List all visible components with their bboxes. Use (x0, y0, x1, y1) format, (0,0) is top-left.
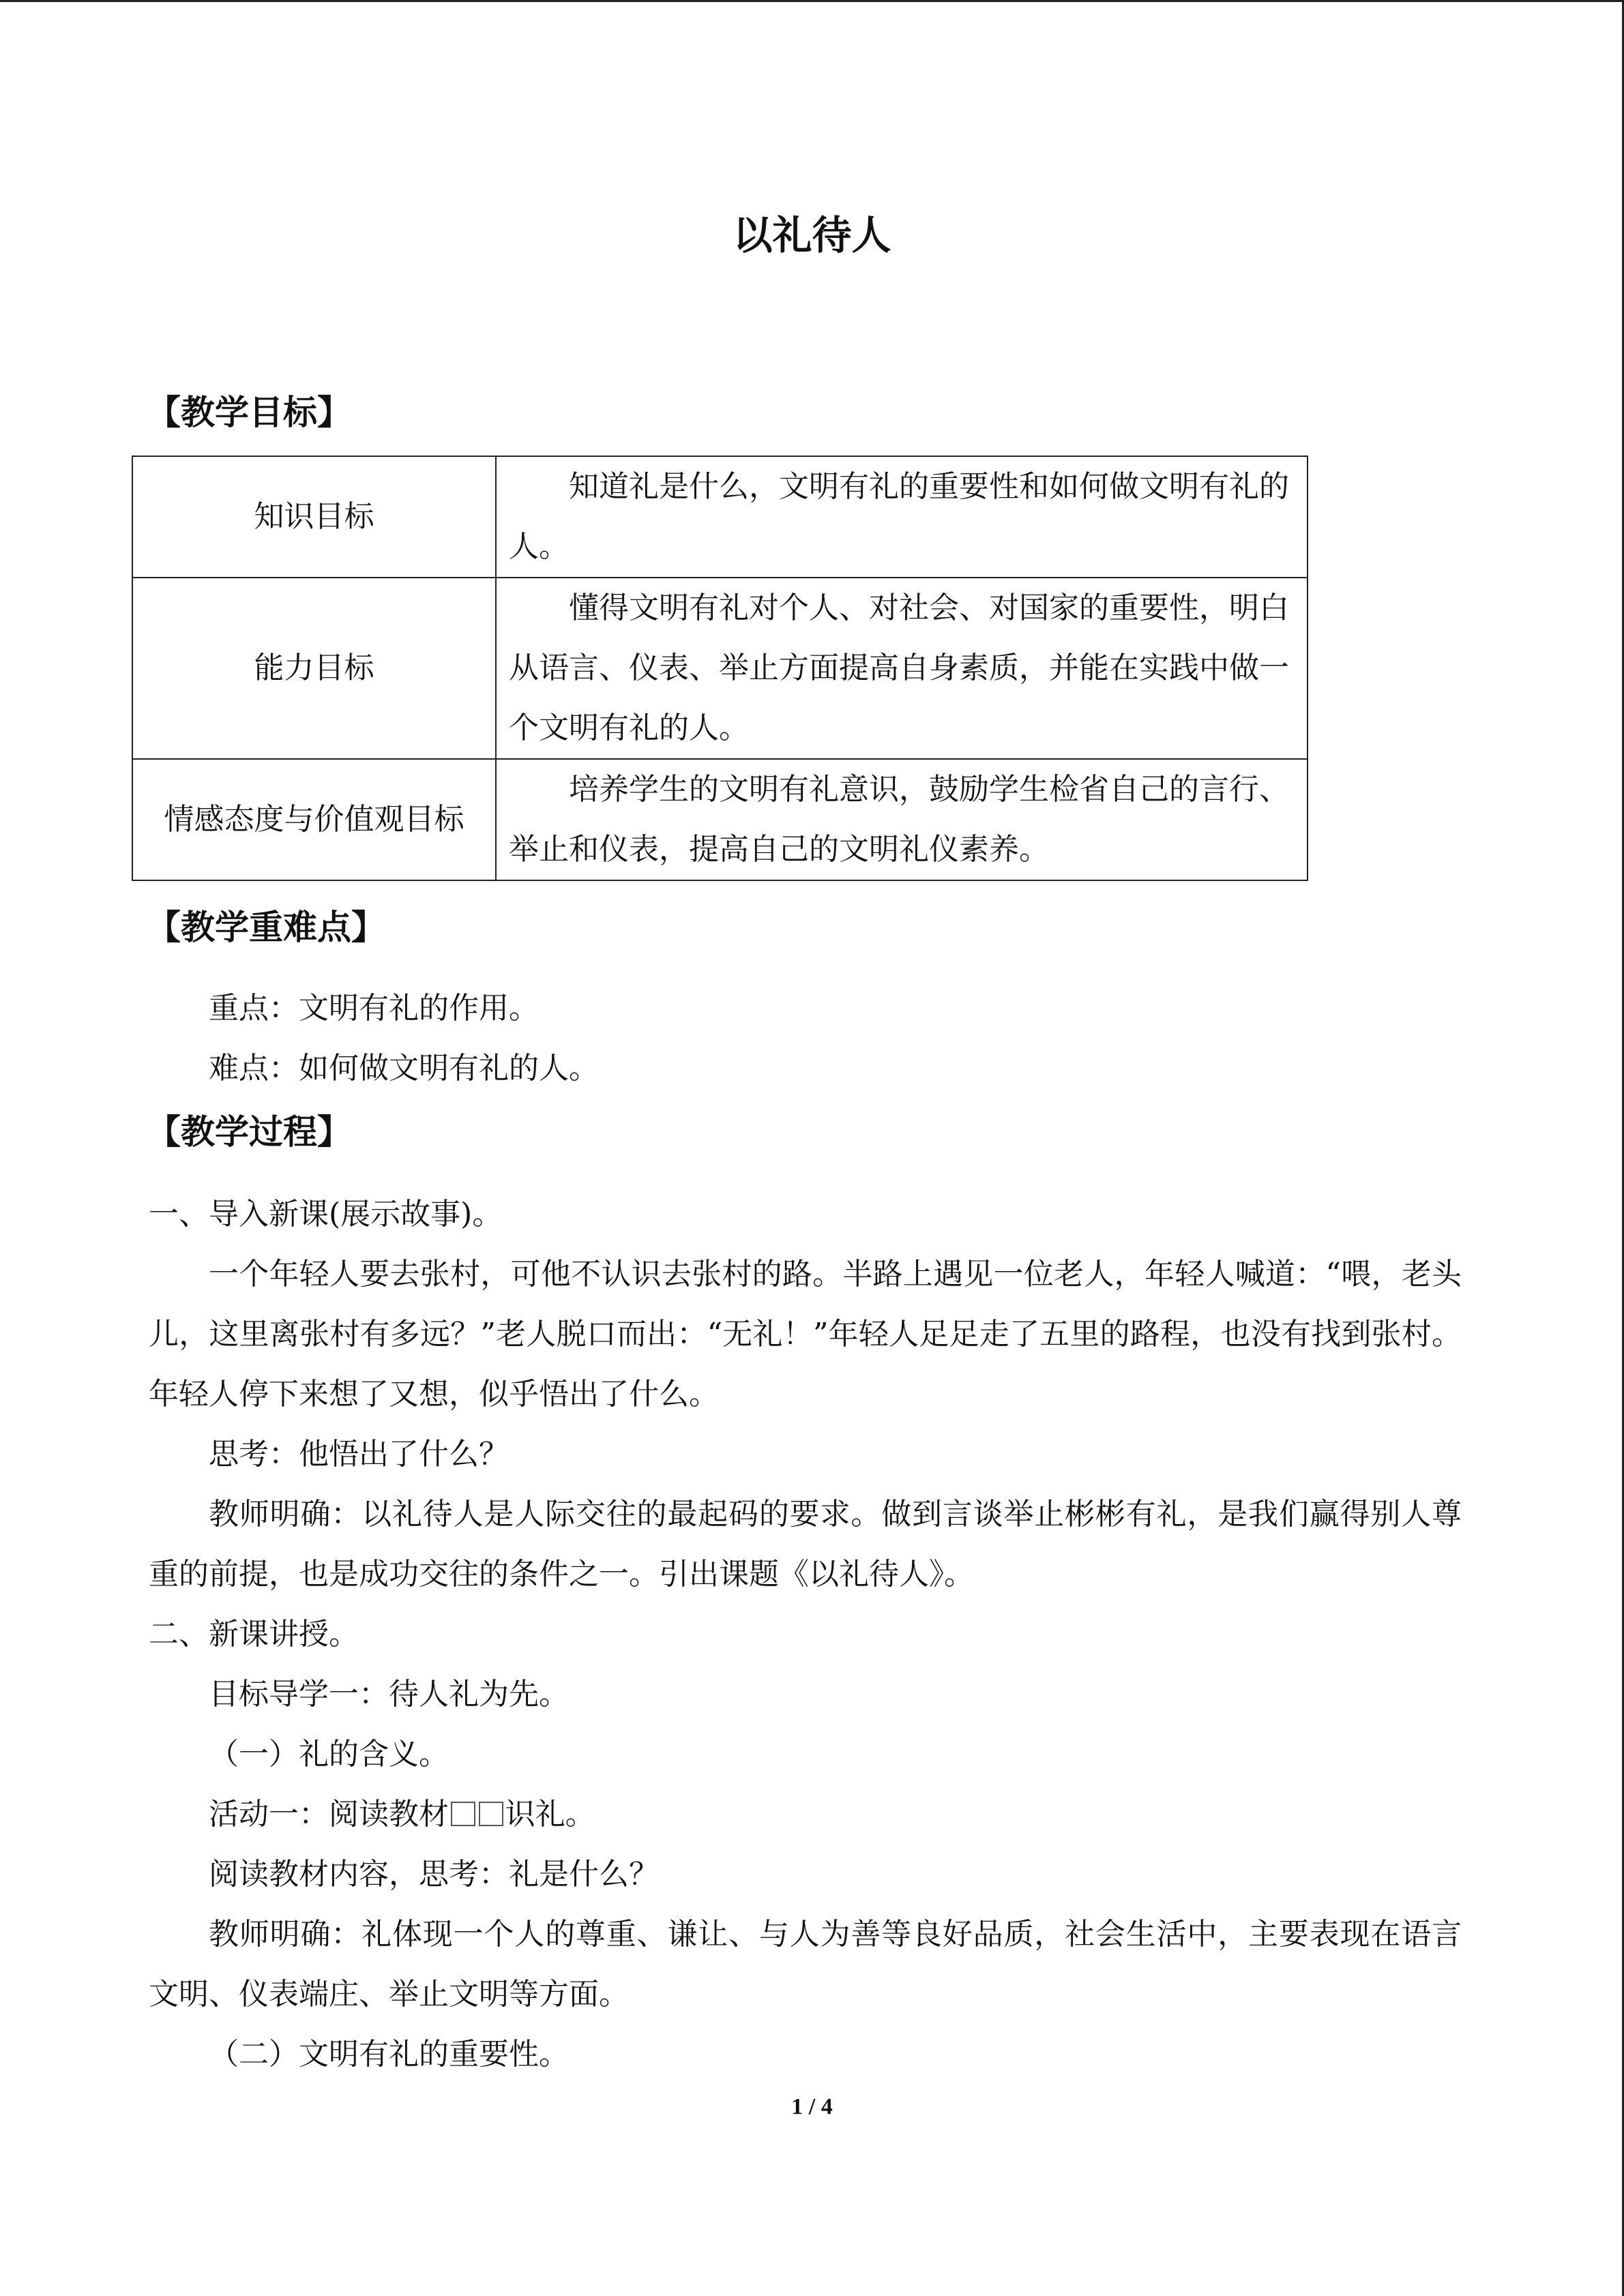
document-title: 以礼待人 (733, 212, 891, 258)
objective-description: 懂得文明有礼对个人、对社会、对国家的重要性，明白从语言、仪表、举止方面提高自身素质，并能在实践中做一个文明有礼的人。 (496, 578, 1308, 759)
keypoints-block (149, 979, 1462, 1099)
objective-label-cell (132, 456, 496, 578)
objective-label: 情感态度与价值观目标 (164, 802, 464, 837)
objective-label: 能力目标 (254, 651, 374, 685)
activity-line (149, 1785, 1462, 1845)
teacher-clarification: 教师明确：礼体现一个人的尊重、谦让、与人为善等良好品质，社会生活中，主要表现在语言文明、仪表端庄、举止文明等方面。 (149, 1917, 1462, 2012)
keypoints-heading: 【教学重难点】 (147, 908, 385, 947)
objectives-table (132, 456, 1308, 881)
part1-title: 一、导入新课(展示故事)。 (149, 1197, 503, 1232)
missing-glyph-icon (451, 1802, 475, 1826)
think-question: 思考：他悟出了什么？ (209, 1437, 509, 1472)
reading-question: 阅读教材内容，思考：礼是什么？ (209, 1857, 659, 1892)
top-border (0, 0, 1624, 2)
story-paragraph: 一个年轻人要去张村，可他不认识去张村的路。半路上遇见一位老人，年轻人喊道：“喂，老头儿，这里离张村有多远？”老人脱口而出：“无礼！”年轻人足足走了五里的路程，也没有找到张村。年轻人停下来想了又想，似乎悟出了什么。 (149, 1257, 1462, 1412)
goal-heading: 目标导学一：待人礼为先。 (209, 1677, 569, 1712)
subsection-heading: （二）文明有礼的重要性。 (209, 2037, 569, 2072)
subsection-heading: （一）礼的含义。 (209, 1737, 449, 1772)
process-block (149, 1184, 1462, 2085)
missing-glyph-icon (479, 1802, 503, 1826)
key-point: 重点：文明有礼的作用。 (209, 991, 539, 1026)
objective-description: 培养学生的文明有礼意识，鼓励学生检省自己的言行、举止和仪表，提高自己的文明礼仪素养。 (496, 759, 1308, 880)
difficult-point: 难点：如何做文明有礼的人。 (209, 1051, 599, 1086)
teacher-clarification: 教师明确：以礼待人是人际交往的最起码的要求。做到言谈举止彬彬有礼，是我们赢得别人尊重的前提，也是成功交往的条件之一。引出课题《以礼待人》。 (149, 1497, 1462, 1592)
objective-label-cell (132, 759, 496, 880)
objectives-heading: 【教学目标】 (147, 393, 351, 432)
objective-description: 知道礼是什么，文明有礼的重要性和如何做文明有礼的人。 (496, 456, 1308, 578)
table-row (132, 759, 1308, 880)
process-heading: 【教学过程】 (147, 1112, 351, 1152)
table-row (132, 578, 1308, 759)
table-row (132, 456, 1308, 578)
objective-label-cell (132, 578, 496, 759)
activity-text: 识礼。 (505, 1797, 595, 1832)
activity-text: 活动一：阅读教材 (209, 1797, 449, 1832)
objective-label: 知识目标 (254, 499, 374, 534)
part2-title: 二、新课讲授。 (149, 1617, 359, 1652)
page-number: 1 / 4 (791, 2094, 833, 2119)
